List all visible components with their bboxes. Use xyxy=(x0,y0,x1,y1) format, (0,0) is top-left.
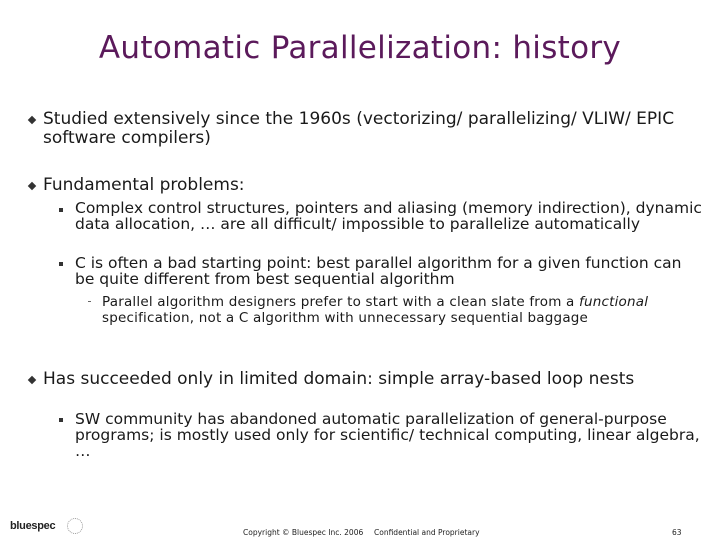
bluespec-logo: bluespec xyxy=(10,520,56,532)
bullet-fundamental-problems: Fundamental problems: xyxy=(43,175,245,195)
sub-bullet-c-starting-point: C is often a bad starting point: best parallel algorithm for a given function can be quite different from best sequential algorithm xyxy=(75,254,682,288)
sub-bullet-marker xyxy=(59,262,63,266)
sub-sub-bullet-marker xyxy=(88,301,91,302)
bullet-marker xyxy=(28,116,36,124)
sub-bullet-control-structures: Complex control structures, pointers and aliasing (memory indirection), dynamic data allocation, … are all difficult/ impossible to parallelize automatically xyxy=(75,199,702,233)
bullet-marker xyxy=(28,182,36,190)
page-number: 63 xyxy=(672,528,682,537)
bullet-marker xyxy=(28,376,36,384)
bullet-studied: Studied extensively since the 1960s (vectorizing/ parallelizing/ VLIW/ EPIC software compilers) xyxy=(43,109,675,148)
sub-sub-bullet-algorithm-designers xyxy=(102,294,692,326)
text-part: Parallel algorithm designers prefer to start with a clean slate from a xyxy=(102,294,580,310)
sub-bullet-marker xyxy=(59,418,63,422)
emphasis-functional: functional xyxy=(579,294,649,310)
bullet-limited-domain: Has succeeded only in limited domain: simple array-based loop nests xyxy=(43,369,635,389)
sub-bullet-marker xyxy=(59,208,63,212)
footer-confidential: Confidential and Proprietary xyxy=(374,528,480,537)
footer-copyright: Copyright © Bluespec Inc. 2006 xyxy=(243,528,364,537)
logo-globe-icon xyxy=(67,518,83,534)
slide-title: Automatic Parallelization: history xyxy=(98,30,622,66)
sub-bullet-sw-community: SW community has abandoned automatic parallelization of general-purpose programs; is mostly used only for scientific/ technical computing, linear algebra, … xyxy=(75,410,700,460)
text-part: specification, not a C algorithm with unnecessary sequential baggage xyxy=(102,310,589,326)
